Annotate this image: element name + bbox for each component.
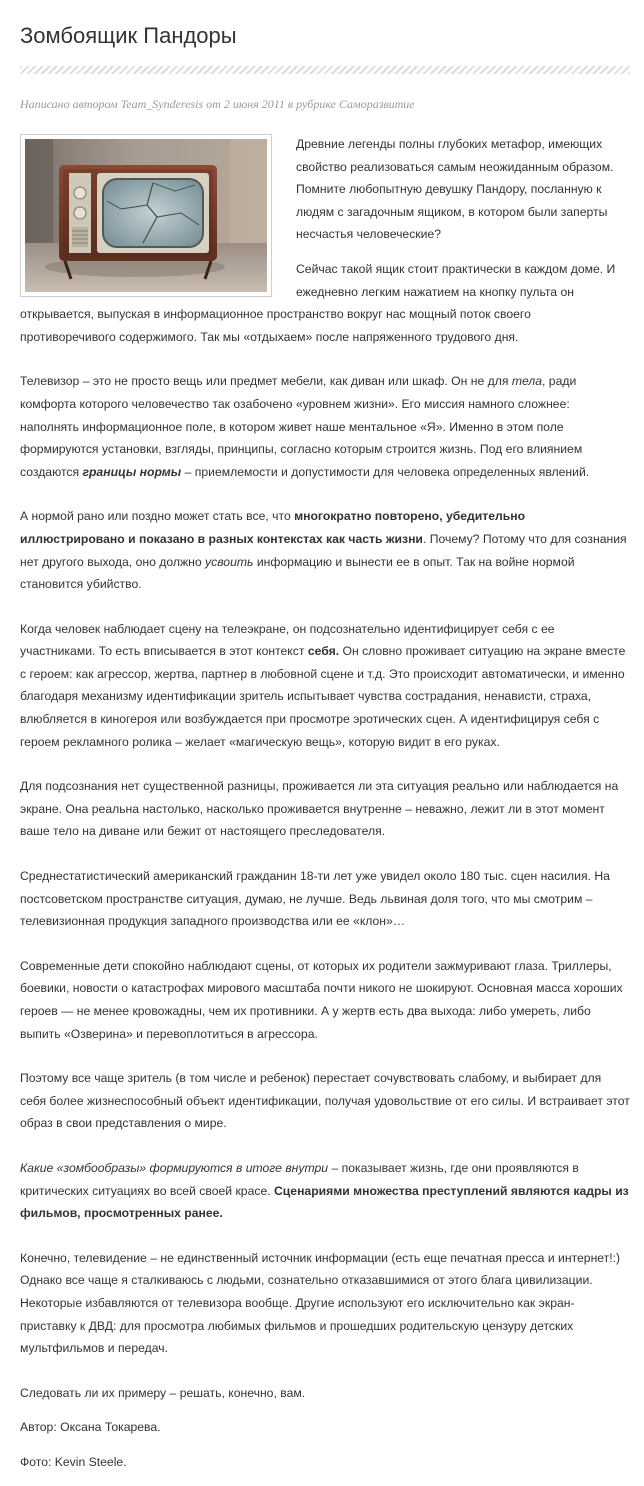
paragraph-2: Сейчас такой ящик стоит практически в каждом доме. И ежедневно легким нажатием на кнопку пульта он открывается, выпуская в информационное пространство вокруг нас мощный поток своего противоречивого содержимого. Так мы «отдыхаем» после напряженного трудового дня. (20, 261, 616, 344)
author-credit: Автор: Оксана Токарева. (20, 1420, 161, 1435)
retro-tv-icon (25, 139, 267, 292)
emphasis-self: себя. (307, 644, 340, 659)
paragraph-4: А нормой рано или поздно может стать все, что многократно повторено, убедительно иллюстрировано и показано в разных контекстах как часть жизни. Почему? Потому что для сознания нет другого выхода, оно должно усвоить информацию и вынести ее в опыт. Так на войне нормой становится убийство. (20, 509, 627, 592)
paragraph-5: Когда человек наблюдает сцену на телеэкране, он подсознательно идентифицирует себя с ее участниками. То есть вписывается в этот контекст себя. Он словно проживает ситуацию на экране вместе с героем: как агрессор, жертва, партнер в любовной сцене и т.д. Это происходит автоматически, и именно благодаря механизму идентификации зритель испытывает чувства сострадания, ненависти, страха, влюбляется в киногероя или возбуждается при просмотре эротических сцен. А идентифицируя себя с героем рекламного ролика – желает «магическую вещь», которую видит в его руках. (20, 621, 626, 749)
paragraph-12: Следовать ли их примеру – решать, конечно, вам. (20, 1385, 306, 1400)
paragraph-11: Конечно, телевидение – не единственный источник информации (есть еще печатная пресса и интернет!:) Однако все чаще я сталкиваюсь с людьми, сознательно отказавшимися от этого блага цивилизации. Некоторые избавляются от телевизора вообще. Другие используют его исключительно как экран-приставку к ДВД: для просмотра любимых фильмов и прошедших родительскую цензуру детских мультфильмов и передач. (20, 1250, 621, 1356)
retro-tv-photo (20, 134, 272, 297)
emphasis-crime-scenarios: Сценариями множества преступлений являются кадры из фильмов, просмотренных ранее. (20, 1183, 629, 1221)
title-divider (20, 66, 630, 74)
paragraph-6: Для подсознания нет существенной разницы, проживается ли эта ситуация реально или наблюдается на экране. Она реальна настолько, насколько проживается внутренне – неважно, лежит ли в этот момент ваше тело на диване или бежит от настоящего преследователя. (20, 779, 619, 839)
photo-credit: Фото: Kevin Steele. (20, 1454, 127, 1469)
emphasis-zombie-images: Какие «зомбообразы» формируются в итоге внутри (20, 1160, 329, 1175)
emphasis-norm-borders: границы нормы (82, 464, 182, 479)
paragraph-7: Среднестатистический американский гражданин 18-ти лет уже увидел около 180 тыс. сцен насилия. На постсоветском пространстве ситуация, думаю, не лучше. Ведь львиная доля того, что мы смотрим – телевизионная продукция западного производства или ее «клон»… (20, 869, 610, 929)
post-meta: Написано автором Team_Synderesis от 2 июня 2011 в рубрике Саморазвитие (20, 97, 415, 111)
emphasis-body: тела (511, 374, 543, 389)
article-body (20, 133, 630, 1486)
paragraph-3: Телевизор – это не просто вещь или предмет мебели, как диван или шкаф. Он не для тела, ради комфорта которого человечество так озабочено «уровнем жизни». Его миссия намного сложнее: наполнять информационное поле, в котором живет наше ментальное «Я». Именно в этом поле формируются установки, взгляды, принципы, согласно которым строится жизнь. Под его влиянием создаются границы нормы – приемлемости и допустимости для человека определенных явлений. (20, 374, 590, 479)
emphasis-repeated: многократно повторено, убедительно иллюстрировано и показано в разных контекстах как часть жизни (20, 509, 526, 546)
paragraph-10: Какие «зомбообразы» формируются в итоге внутри – показывает жизнь, где они проявляются в критических ситуациях во всей своей красе. Сценариями множества преступлений являются кадры из фильмов, просмотренных ранее. (20, 1160, 629, 1221)
paragraph-8: Современные дети спокойно наблюдают сцены, от которых их родители зажмуривают глаза. Триллеры, боевики, новости о катастрофах мирового масштаба почти никого не шокируют. Основная масса хороших героев — не менее кровожадны, чем их противники. А у жертв есть два выхода: либо умереть, либо выпить «Озверина» и перевоплотиться в агрессора. (20, 958, 623, 1041)
emphasis-absorb: усвоить (205, 554, 254, 569)
paragraph-1: Древние легенды полны глубоких метафор, имеющих свойство реализоваться самым неожиданным образом. Помните любопытную девушку Пандору, посланную к людям с загадочным ящиком, в котором были заперты несчастья человеческие? (296, 137, 614, 242)
page-title[interactable]: Зомбоящик Пандоры (20, 23, 237, 48)
paragraph-9: Поэтому все чаще зритель (в том числе и ребенок) перестает сочувствовать слабому, и выбирает для себя более жизнеспособный объект идентификации, получая удовольствие от его силы. И встраивает этот образ в свои представления о мире. (20, 1071, 630, 1131)
